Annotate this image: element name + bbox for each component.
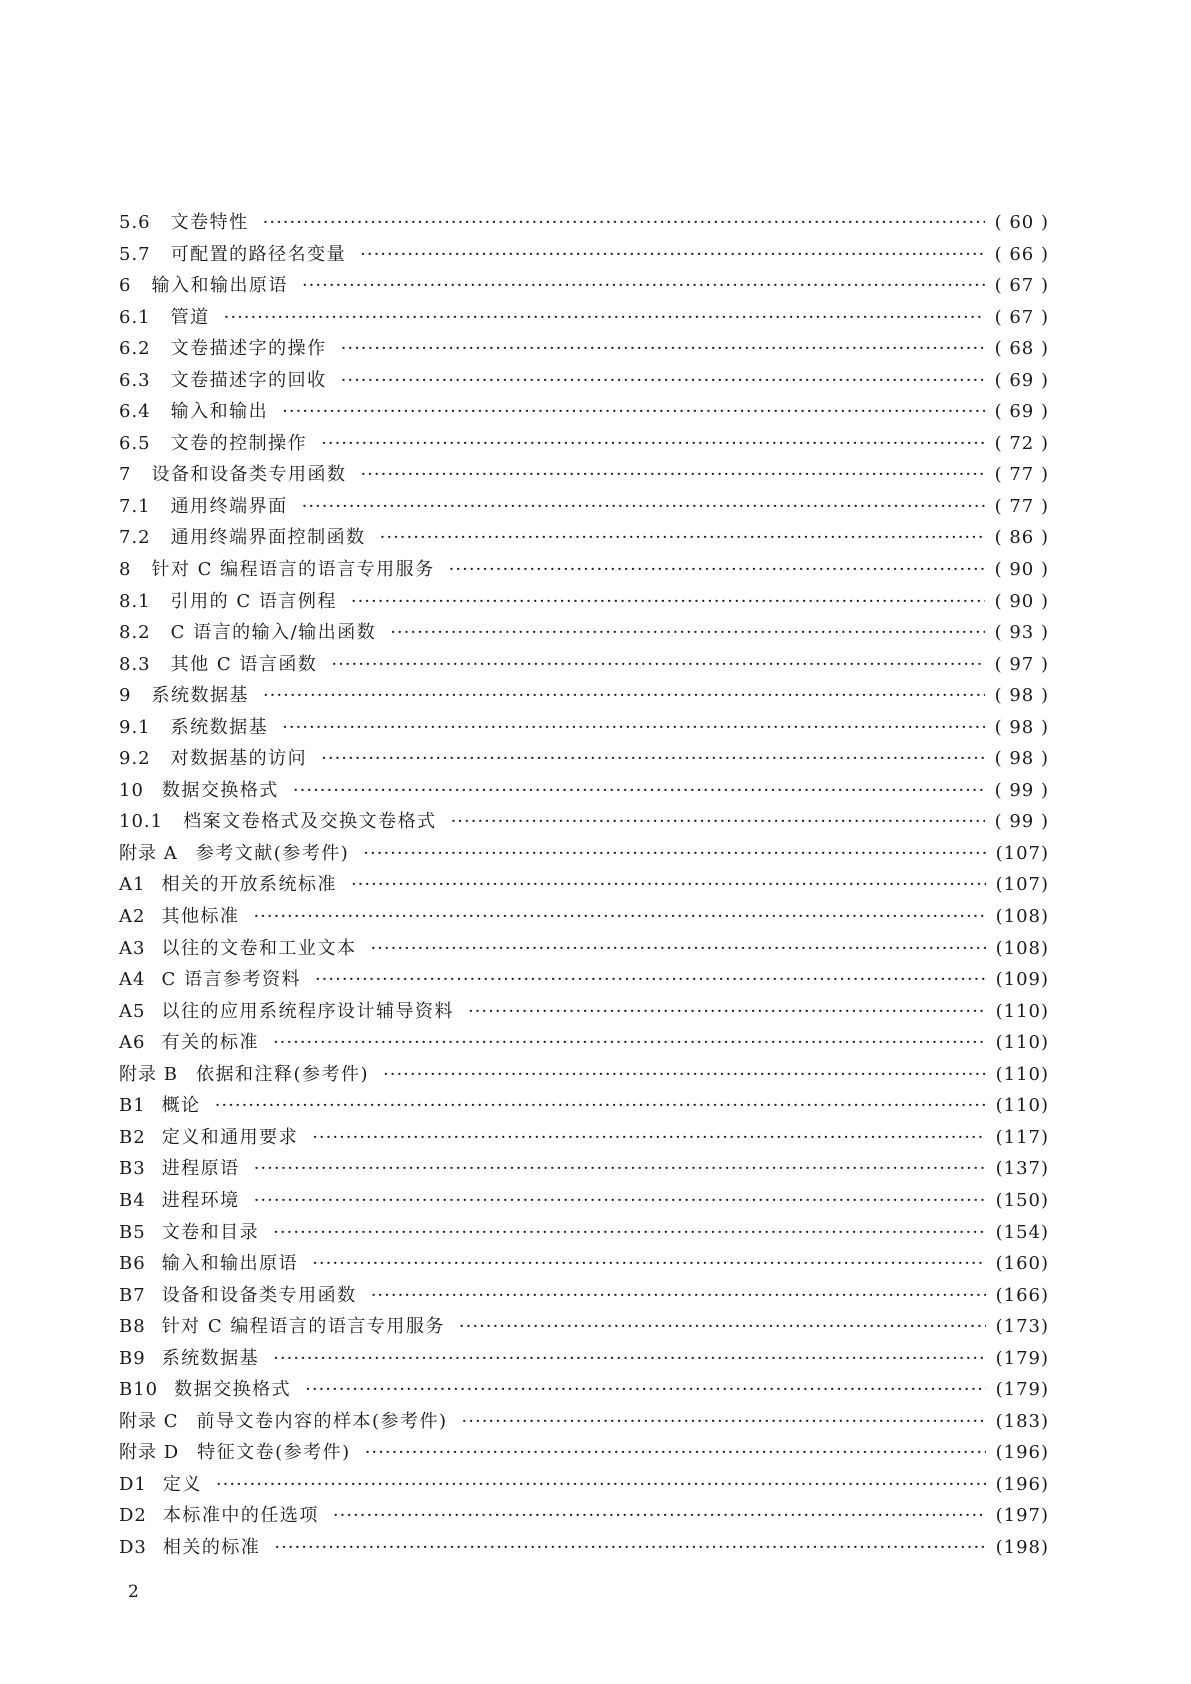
toc-entry xyxy=(119,901,1049,933)
section-number: B2 xyxy=(119,1126,146,1148)
dot-leader xyxy=(371,1280,986,1312)
page-ref: ( 69 ) xyxy=(994,401,1049,423)
page-ref: (198) xyxy=(995,1536,1049,1558)
page-ref: ( 77 ) xyxy=(994,464,1049,486)
section-number: 7.1 xyxy=(119,495,151,517)
dot-leader xyxy=(360,239,984,271)
section-number: 6.2 xyxy=(119,338,151,360)
section-number: 5.7 xyxy=(119,243,151,265)
page-ref: ( 90 ) xyxy=(994,559,1049,581)
toc-entry xyxy=(119,459,1049,491)
section-title: C 语言参考资料 xyxy=(161,969,301,991)
dot-leader xyxy=(293,775,985,807)
page-ref: ( 67 ) xyxy=(994,306,1049,328)
section-title: 本标准中的任选项 xyxy=(162,1505,319,1527)
section-number: A4 xyxy=(119,969,146,991)
section-title: 概论 xyxy=(161,1095,201,1117)
section-number: B9 xyxy=(119,1347,146,1369)
dot-leader xyxy=(383,1059,986,1091)
dot-leader xyxy=(449,554,985,586)
page-ref: (160) xyxy=(995,1253,1049,1275)
page-ref: (154) xyxy=(995,1221,1049,1243)
toc-entry xyxy=(119,1090,1049,1122)
section-title: 系统数据基 xyxy=(170,716,269,738)
page-ref: (110) xyxy=(995,1000,1049,1022)
dot-leader xyxy=(321,428,984,460)
dot-leader xyxy=(302,270,985,302)
page-ref: ( 66 ) xyxy=(994,243,1049,265)
page-ref: (108) xyxy=(995,906,1049,928)
dot-leader xyxy=(273,1217,985,1249)
toc-entry xyxy=(119,365,1049,397)
dot-leader xyxy=(312,1122,985,1154)
section-number: B5 xyxy=(119,1221,146,1243)
page-ref: ( 98 ) xyxy=(994,716,1049,738)
section-number: 8.3 xyxy=(119,653,151,675)
section-title: 管道 xyxy=(170,306,210,328)
toc-entry xyxy=(119,1059,1049,1091)
dot-leader xyxy=(363,838,985,870)
toc-entry xyxy=(119,1532,1049,1564)
section-number: B10 xyxy=(119,1379,159,1401)
toc-entry xyxy=(119,1437,1049,1469)
section-title: 定义和通用要求 xyxy=(161,1126,299,1148)
page-ref: (137) xyxy=(995,1158,1049,1180)
page-ref: (109) xyxy=(995,969,1049,991)
page-ref: (183) xyxy=(995,1410,1049,1432)
dot-leader xyxy=(273,1343,985,1375)
section-title: 系统数据基 xyxy=(161,1347,260,1369)
toc-entry xyxy=(119,554,1049,586)
dot-leader xyxy=(263,207,985,239)
section-number: 8 xyxy=(119,559,132,581)
section-number: D2 xyxy=(119,1505,147,1527)
section-title: 相关的标准 xyxy=(162,1536,261,1558)
section-number: A3 xyxy=(119,937,146,959)
page-ref: ( 93 ) xyxy=(994,622,1049,644)
page-ref: ( 90 ) xyxy=(994,590,1049,612)
toc-entry xyxy=(119,1153,1049,1185)
dot-leader xyxy=(462,1406,986,1438)
toc-entry xyxy=(119,712,1049,744)
page-ref: (196) xyxy=(995,1442,1049,1464)
toc-entry xyxy=(119,522,1049,554)
dot-leader xyxy=(365,1437,986,1469)
section-number: 附录 A xyxy=(119,842,178,864)
toc-entry xyxy=(119,1469,1049,1501)
dot-leader xyxy=(360,459,984,491)
section-title: 可配置的路径名变量 xyxy=(170,243,347,265)
dot-leader xyxy=(321,743,984,775)
page-ref: ( 98 ) xyxy=(994,748,1049,770)
page-ref: (179) xyxy=(995,1347,1049,1369)
dot-leader xyxy=(282,712,984,744)
section-number: B4 xyxy=(119,1189,146,1211)
toc-entry xyxy=(119,933,1049,965)
section-title: 输入和输出原语 xyxy=(151,275,288,297)
toc-entry xyxy=(119,680,1049,712)
section-number: 7 xyxy=(119,464,132,486)
dot-leader xyxy=(341,333,985,365)
page-ref: (150) xyxy=(995,1189,1049,1211)
section-number: A2 xyxy=(119,906,146,928)
section-number: 9.2 xyxy=(119,748,151,770)
dot-leader xyxy=(351,869,986,901)
section-title: 其他 C 语言函数 xyxy=(170,653,318,675)
page-number: 2 xyxy=(128,1582,139,1602)
section-number: B3 xyxy=(119,1158,146,1180)
dot-leader xyxy=(370,933,985,965)
section-number: B6 xyxy=(119,1253,146,1275)
section-number: A1 xyxy=(119,874,146,896)
page-ref: (110) xyxy=(995,1032,1049,1054)
page-ref: (179) xyxy=(995,1379,1049,1401)
page-ref: (117) xyxy=(995,1126,1049,1148)
dot-leader xyxy=(331,649,984,681)
page-ref: ( 67 ) xyxy=(994,275,1049,297)
section-title: 文卷和目录 xyxy=(161,1221,260,1243)
toc-entry xyxy=(119,428,1049,460)
section-number: 8.2 xyxy=(119,622,151,644)
section-number: B7 xyxy=(119,1284,146,1306)
section-title: 输入和输出 xyxy=(170,401,269,423)
dot-leader xyxy=(215,1090,986,1122)
toc-entry xyxy=(119,1122,1049,1154)
dot-leader xyxy=(312,1248,985,1280)
section-title: C 语言的输入/输出函数 xyxy=(170,622,377,644)
dot-leader xyxy=(216,1469,986,1501)
toc-entry xyxy=(119,649,1049,681)
toc-entry xyxy=(119,775,1049,807)
page-ref: (108) xyxy=(995,937,1049,959)
page-ref: (110) xyxy=(995,1095,1049,1117)
dot-leader xyxy=(451,806,985,838)
section-number: 附录 D xyxy=(119,1442,180,1464)
section-number: B1 xyxy=(119,1095,146,1117)
section-title: 数据交换格式 xyxy=(161,779,279,801)
toc-entry xyxy=(119,1185,1049,1217)
dot-leader xyxy=(274,1532,985,1564)
section-number: D3 xyxy=(119,1536,147,1558)
section-number: D1 xyxy=(119,1473,147,1495)
section-title: 设备和设备类专用函数 xyxy=(151,464,347,486)
toc-entry xyxy=(119,1280,1049,1312)
page-ref: (166) xyxy=(995,1284,1049,1306)
dot-leader xyxy=(341,365,985,397)
dot-leader xyxy=(315,964,986,996)
toc-entry xyxy=(119,1343,1049,1375)
dot-leader xyxy=(305,1374,985,1406)
section-title: 针对 C 编程语言的语言专用服务 xyxy=(161,1316,445,1338)
section-title: 相关的开放系统标准 xyxy=(161,874,337,896)
section-title: 设备和设备类专用函数 xyxy=(161,1284,357,1306)
page-ref: ( 72 ) xyxy=(994,432,1049,454)
section-title: 依据和注释(参考件) xyxy=(195,1063,369,1085)
toc-entry xyxy=(119,1027,1049,1059)
section-number: 9.1 xyxy=(119,716,151,738)
section-number: 6.1 xyxy=(119,306,151,328)
toc-entry xyxy=(119,869,1049,901)
toc-entry xyxy=(119,396,1049,428)
section-title: 通用终端界面 xyxy=(170,495,288,517)
section-title: 输入和输出原语 xyxy=(161,1253,299,1275)
section-title: 文卷描述字的操作 xyxy=(170,338,327,360)
section-title: 进程环境 xyxy=(161,1189,240,1211)
section-number: 6.5 xyxy=(119,432,151,454)
section-number: 6.4 xyxy=(119,401,151,423)
section-title: 对数据基的访问 xyxy=(170,748,308,770)
section-number: 10.1 xyxy=(119,811,164,833)
table-of-contents xyxy=(119,207,1049,1564)
toc-entry xyxy=(119,239,1049,271)
section-title: 引用的 C 语言例程 xyxy=(170,590,337,612)
dot-leader xyxy=(224,302,985,334)
section-title: 有关的标准 xyxy=(161,1032,259,1054)
section-title: 参考文献(参考件) xyxy=(195,842,350,864)
section-number: 6.3 xyxy=(119,369,151,391)
toc-entry xyxy=(119,302,1049,334)
section-title: 文卷特性 xyxy=(170,212,249,233)
page-ref: ( 69 ) xyxy=(994,369,1049,391)
toc-entry xyxy=(119,586,1049,618)
toc-entry xyxy=(119,270,1049,302)
page-ref: (107) xyxy=(995,842,1049,864)
dot-leader xyxy=(468,996,986,1028)
dot-leader xyxy=(282,396,984,428)
dot-leader xyxy=(254,1153,986,1185)
section-title: 文卷描述字的回收 xyxy=(170,369,327,391)
dot-leader xyxy=(380,522,985,554)
section-number: A6 xyxy=(119,1032,146,1054)
section-title: 针对 C 编程语言的语言专用服务 xyxy=(151,559,435,581)
page-ref: ( 98 ) xyxy=(994,685,1049,707)
section-title: 档案文卷格式及交换文卷格式 xyxy=(183,811,437,833)
section-number: 附录 B xyxy=(119,1063,178,1085)
dot-leader xyxy=(253,901,985,933)
toc-entry xyxy=(119,1500,1049,1532)
page-ref: ( 99 ) xyxy=(994,811,1049,833)
page-ref: (107) xyxy=(995,874,1049,896)
dot-leader xyxy=(254,1185,986,1217)
section-number: A5 xyxy=(119,1000,146,1022)
dot-leader xyxy=(263,680,985,712)
section-number: B8 xyxy=(119,1316,146,1338)
section-number: 7.2 xyxy=(119,527,151,549)
toc-entry xyxy=(119,964,1049,996)
dot-leader xyxy=(459,1311,986,1343)
section-number: 6 xyxy=(119,275,132,297)
page-ref: (110) xyxy=(995,1063,1049,1085)
section-title: 文卷的控制操作 xyxy=(170,432,308,454)
dot-leader xyxy=(390,617,984,649)
section-number: 附录 C xyxy=(119,1410,179,1432)
section-title: 数据交换格式 xyxy=(174,1379,292,1401)
toc-entry xyxy=(119,1311,1049,1343)
section-number: 10 xyxy=(119,779,144,801)
page-ref: (196) xyxy=(995,1473,1049,1495)
section-title: 其他标准 xyxy=(161,906,240,928)
page-ref: ( 99 ) xyxy=(994,779,1049,801)
dot-leader xyxy=(333,1500,986,1532)
toc-entry xyxy=(119,1217,1049,1249)
toc-entry xyxy=(119,838,1049,870)
dot-leader xyxy=(302,491,985,523)
page-ref: (197) xyxy=(995,1505,1049,1527)
page-ref: ( 97 ) xyxy=(994,653,1049,675)
section-number: 5.6 xyxy=(119,212,151,233)
toc-entry xyxy=(119,1248,1049,1280)
page-ref: ( 86 ) xyxy=(994,527,1049,549)
toc-entry xyxy=(119,491,1049,523)
section-title: 系统数据基 xyxy=(151,685,249,707)
page-ref: ( 68 ) xyxy=(994,338,1049,360)
section-title: 进程原语 xyxy=(161,1158,240,1180)
section-title: 通用终端界面控制函数 xyxy=(170,527,366,549)
toc-entry xyxy=(119,333,1049,365)
section-title: 特征文卷(参考件) xyxy=(197,1442,351,1464)
dot-leader xyxy=(351,586,985,618)
toc-entry xyxy=(119,743,1049,775)
toc-entry xyxy=(119,996,1049,1028)
section-number: 8.1 xyxy=(119,590,151,612)
section-number: 9 xyxy=(119,685,132,707)
toc-entry xyxy=(119,207,1049,239)
section-title: 以往的文卷和工业文本 xyxy=(161,937,357,959)
toc-entry xyxy=(119,1406,1049,1438)
toc-entry xyxy=(119,806,1049,838)
section-title: 定义 xyxy=(162,1473,202,1495)
section-title: 前导文卷内容的样本(参考件) xyxy=(196,1410,448,1432)
page-ref: ( 60 ) xyxy=(994,212,1049,233)
dot-leader xyxy=(273,1027,986,1059)
toc-entry xyxy=(119,1374,1049,1406)
page-ref: ( 77 ) xyxy=(994,495,1049,517)
toc-entry xyxy=(119,617,1049,649)
section-title: 以往的应用系统程序设计辅导资料 xyxy=(161,1000,454,1022)
page-ref: (173) xyxy=(995,1316,1049,1338)
